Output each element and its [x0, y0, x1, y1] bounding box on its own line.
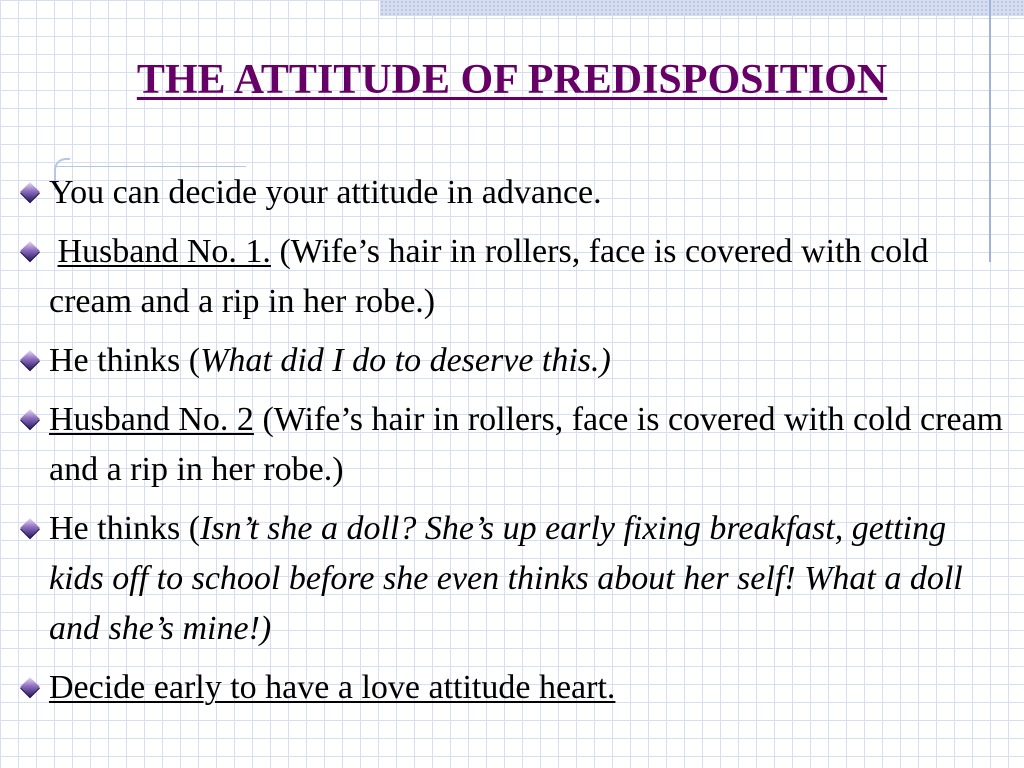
diamond-bullet-icon: [20, 409, 40, 429]
bullet-prefix-text: He thinks (: [49, 510, 201, 547]
slide-title-text: THE ATTITUDE OF PREDISPOSITION: [136, 57, 888, 103]
diamond-bullet-icon: [20, 518, 40, 538]
bullet-list: [18, 168, 1008, 722]
bullet-italic-text: What did I do to deserve this.): [200, 342, 611, 379]
bullet-item-6: [18, 663, 1008, 713]
bullet-text: (Wife’s hair in rollers, face is covered with cold cream and a rip in her robe.): [49, 401, 1004, 488]
bullet-underlined-text: Decide early to have a love attitude heart.: [49, 669, 616, 706]
bullet-underlined-text: Husband No. 1.: [57, 233, 271, 270]
bullet-underlined-text: Husband No. 2: [49, 401, 254, 438]
bullet-italic-text: Isn’t she a doll? She’s up early fixing breakfast, getting kids off to school before she even thinks about her self! What a doll and she’s mine!): [49, 510, 963, 647]
bullet-prefix-text: He thinks (: [49, 342, 201, 379]
bullet-text: You can decide your attitude in advance.: [49, 174, 602, 211]
diamond-bullet-icon: [20, 677, 40, 697]
bullet-item-4: [18, 395, 1008, 495]
bullet-item-2: [18, 227, 1008, 327]
bullet-item-5: [18, 504, 1008, 654]
bullet-text: (Wife’s hair in rollers, face is covered with cold cream and a rip in her robe.): [49, 233, 929, 320]
slide-title: [0, 52, 1024, 108]
diamond-bullet-icon: [20, 241, 40, 261]
bullet-item-3: [18, 336, 1008, 386]
decorative-top-band: [380, 0, 1024, 16]
bullet-item-1: [18, 168, 1008, 218]
diamond-bullet-icon: [20, 182, 40, 202]
diamond-bullet-icon: [20, 350, 40, 370]
decorative-horizontal-line: [56, 166, 246, 167]
